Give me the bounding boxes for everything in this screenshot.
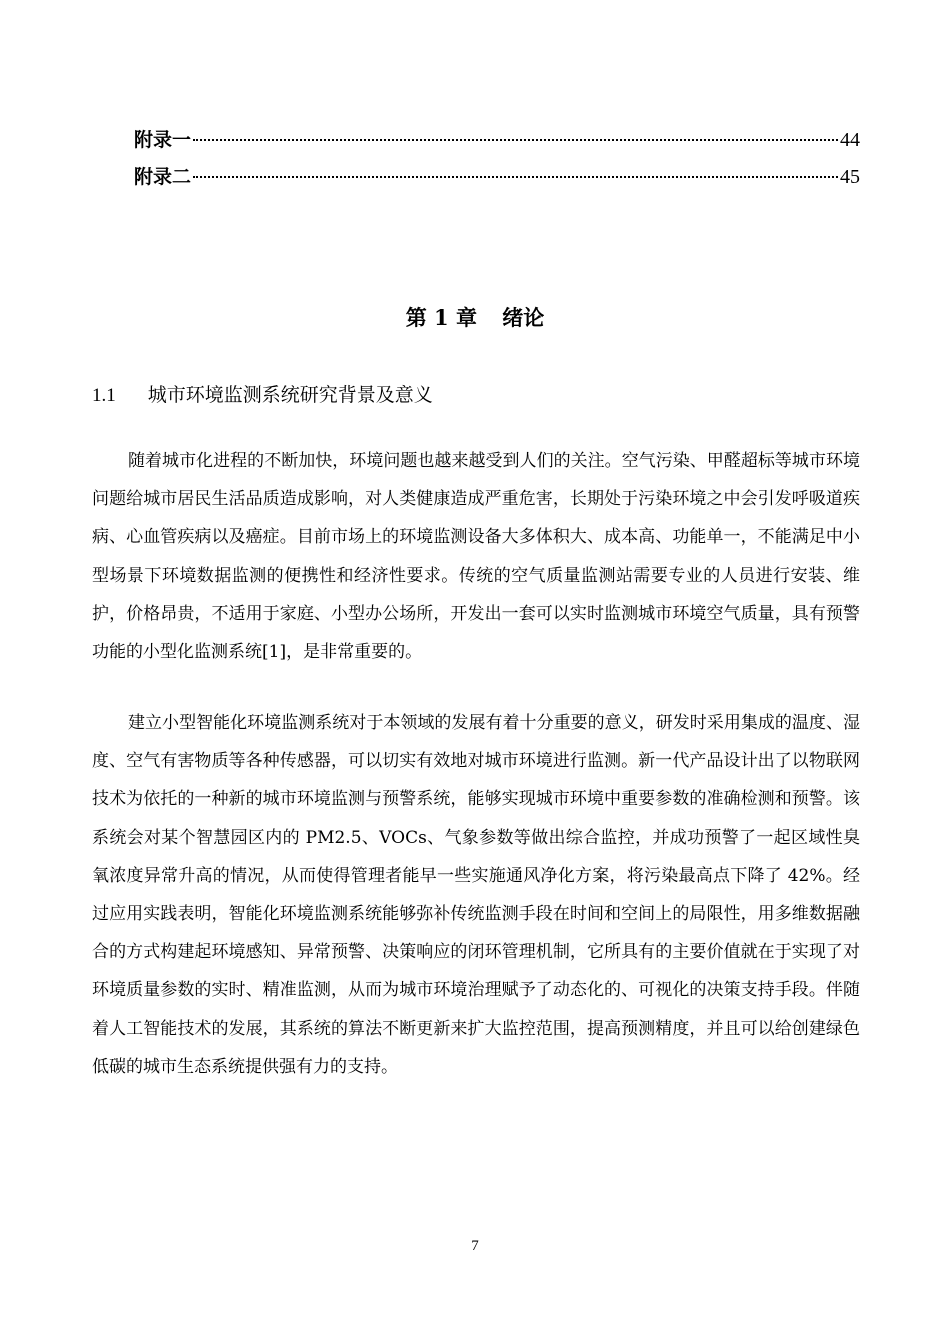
toc-entry-appendix-1[interactable] xyxy=(134,128,860,152)
toc-entry-title: 附录二 xyxy=(134,166,192,188)
toc-leader-dots xyxy=(193,176,838,178)
page-number: 7 xyxy=(471,1238,479,1254)
section-title: 城市环境监测系统研究背景及意义 xyxy=(147,384,433,406)
chapter-number: 第 1 章 xyxy=(405,305,477,330)
chapter-title xyxy=(0,304,950,332)
body-paragraph: 随着城市化进程的不断加快，环境问题也越来越受到人们的关注。空气污染、甲醛超标等城市环境问题给城市居民生活品质造成影响，对人类健康造成严重危害，长期处于污染环境之中会引发呼吸道疾病、心血管疾病以及癌症。目前市场上的环境监测设备大多体积大、成本高、功能单一，不能满足中小型场景下环境数据监测的便携性和经济性要求。传统的空气质量监测站需要专业的人员进行安装、维护，价格昂贵，不适用于家庭、小型办公场所，开发出一套可以实时监测城市环境空气质量，具有预警功能的小型化监测系统[1]，是非常重要的。 xyxy=(92,451,860,663)
chapter-name: 绪论 xyxy=(502,305,545,330)
toc-entry-page: 44 xyxy=(840,129,860,151)
toc-leader-dots xyxy=(193,139,838,141)
toc-entry-title: 附录一 xyxy=(134,129,192,151)
body-paragraph: 建立小型智能化环境监测系统对于本领域的发展有着十分重要的意义，研发时采用集成的温度、湿度、空气有害物质等各种传感器，可以切实有效地对城市环境进行监测。新一代产品设计出了以物联网技术为依托的一种新的城市环境监测与预警系统，能够实现城市环境中重要参数的准确检测和预警。该系统会对某个智慧园区内的 PM2.5、VOCs、气象参数等做出综合监控，并成功预警了一起区域性臭氧浓度异常升高的情况，从而使得管理者能早一些实施通风净化方案，将污染最高点下降了 42%。经过应用实践表明，智能化环境监测系统能够弥补传统监测手段在时间和空间上的局限性，用多维数据融合的方式构建起环境感知、异常预警、决策响应的闭环管理机制，它所具有的主要价值就在于实现了对环境质量参数的实时、精准监测，从而为城市环境治理赋予了动态化的、可视化的决策支持手段。伴随着人工智能技术的发展，其系统的算法不断更新来扩大监控范围，提高预测精度，并且可以给创建绿色低碳的城市生态系统提供强有力的支持。 xyxy=(92,713,860,1077)
section-number: 1.1 xyxy=(92,385,116,406)
section-heading xyxy=(92,382,433,409)
toc-entry-appendix-2[interactable] xyxy=(134,165,860,189)
toc-entry-page: 45 xyxy=(840,166,860,188)
